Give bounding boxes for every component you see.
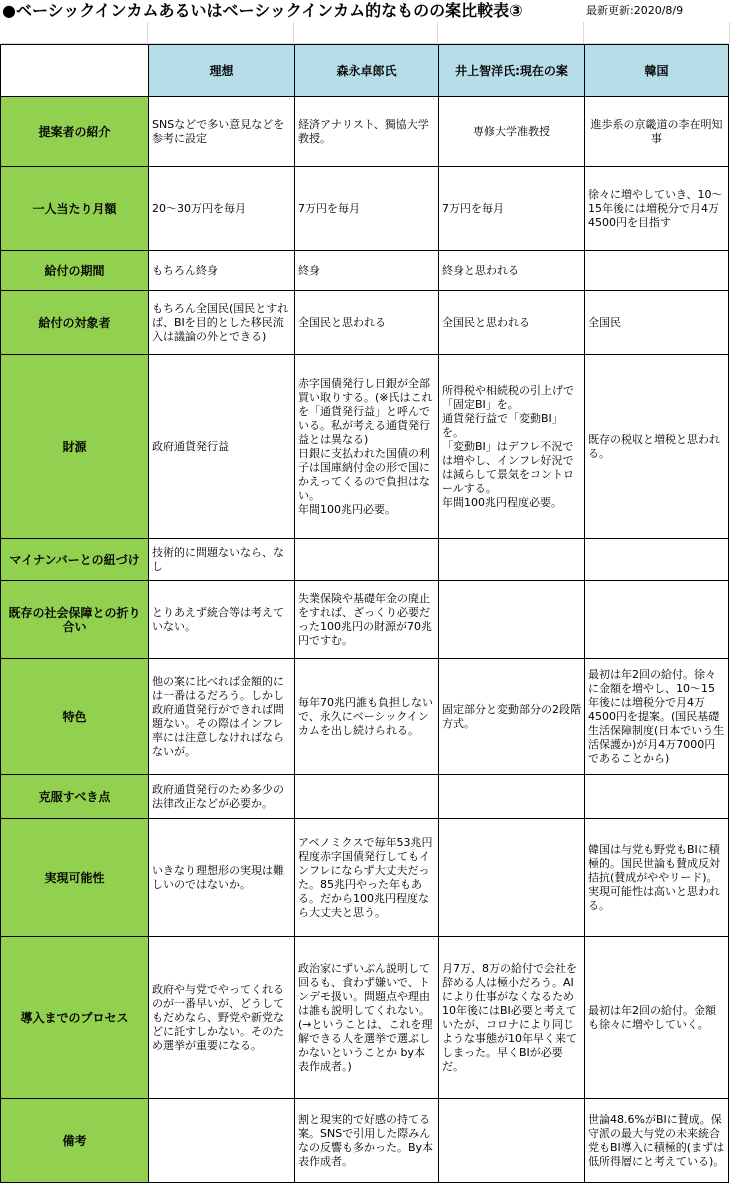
table-row: [1, 539, 729, 581]
table-row: [1, 167, 729, 251]
table-cell: 政府通貨発行益: [149, 355, 295, 539]
row-header: 実現可能性: [1, 819, 149, 937]
row-header: 導入までのプロセス: [1, 937, 149, 1099]
row-header: 提案者の紹介: [1, 97, 149, 167]
column-header: 韓国: [585, 45, 729, 97]
table-cell: 政府や与党でやってくれるのが一番早いが、どうしてもだめなら、野党や新党などに託すしかない。そのため選挙が重要になる。: [149, 937, 295, 1099]
table-row: [1, 291, 729, 355]
row-header: 財源: [1, 355, 149, 539]
table-row: [1, 1099, 729, 1183]
row-header: 給付の期間: [1, 251, 149, 291]
table-cell: [439, 775, 585, 819]
table-cell: [585, 775, 729, 819]
table-cell: 最初は年2回の給付。金額も徐々に増やしていく。: [585, 937, 729, 1099]
table-cell: もちろん終身: [149, 251, 295, 291]
corner-cell: [1, 45, 149, 97]
table-cell: もちろん全国民(国民とすれば、BIを目的とした移民流入は議論の外とできる): [149, 291, 295, 355]
table-cell: とりあえず統合等は考えていない。: [149, 581, 295, 659]
table-cell: 7万円を毎月: [295, 167, 439, 251]
table-cell: 割と現実的で好感の持てる案。SNSで引用した際みんなの反響も多かった。By本表作成者。: [295, 1099, 439, 1183]
row-header: マイナンバーとの紐づけ: [1, 539, 149, 581]
table-cell: 固定部分と変動部分の2段階方式。: [439, 659, 585, 775]
table-cell: 進歩系の京畿道の李在明知事: [585, 97, 729, 167]
row-header: 克服すべき点: [1, 775, 149, 819]
table-cell: 月7万、8万の給付で会社を辞める人は極小だろう。AIにより仕事がなくなるため10年後にはBI必要と考えていたが、コロナにより同じような事態が10年早く来てしまった。早くBIが必要だ。: [439, 937, 585, 1099]
table-row: [1, 659, 729, 775]
comparison-table: [0, 44, 729, 1183]
column-header: 井上智洋氏:現在の案: [439, 45, 585, 97]
table-cell: いきなり理想形の実現は難しいのではないか。: [149, 819, 295, 937]
last-updated: 最新更新:2020/8/9: [586, 4, 684, 17]
row-header: 特色: [1, 659, 149, 775]
row-header: 一人当たり月額: [1, 167, 149, 251]
column-header: 理想: [149, 45, 295, 97]
table-row: [1, 97, 729, 167]
table-cell: [585, 539, 729, 581]
table-cell: [439, 1099, 585, 1183]
table-cell: 赤字国債発行し日銀が全部買い取りする。(※氏はこれを「通貨発行益」と呼んでいる。私が考える通貨発行益とは異なる) 日銀に支払われた国債の利子は国庫納付金の形で国にかえってくるので負担はない。 年間100兆円必要。: [295, 355, 439, 539]
table-cell: 失業保険や基礎年金の廃止をすれば、ざっくり必要だった100兆円の財源が70兆円ですむ。: [295, 581, 439, 659]
table-cell: 経済アナリスト、獨協大学教授。: [295, 97, 439, 167]
table-cell: 他の案に比べれば金額的には一番はるだろう。しかし政府通貨発行ができれば問題ない。その際はインフレ率には注意しなければならないが。: [149, 659, 295, 775]
table-cell: 全国民と思われる: [439, 291, 585, 355]
table-cell: [295, 775, 439, 819]
table-cell: 徐々に増やしていき、10～15年後には増税分で月4万4500円を目指す: [585, 167, 729, 251]
table-cell: [439, 819, 585, 937]
table-cell: 専修大学准教授: [439, 97, 585, 167]
table-cell: 既存の税収と増税と思われる。: [585, 355, 729, 539]
table-row: [1, 355, 729, 539]
table-row: [1, 251, 729, 291]
table-cell: 7万円を毎月: [439, 167, 585, 251]
row-header: 既存の社会保障との折り合い: [1, 581, 149, 659]
table-cell: [585, 251, 729, 291]
row-header: 給付の対象者: [1, 291, 149, 355]
header-row: [1, 45, 729, 97]
table-cell: 全国民: [585, 291, 729, 355]
table-row: [1, 775, 729, 819]
table-cell: [149, 1099, 295, 1183]
table-cell: 政治家にずいぶん説明して回るも、食わず嫌いで、トンデモ扱い。問題点や理由は誰も説明してくれない。 (→ということは、これを理解できる人を選挙で選ぶしかないということか by本表作成者。): [295, 937, 439, 1099]
table-row: [1, 819, 729, 937]
table-cell: 最初は年2回の給付。徐々に金額を増やし、10～15年後には増税分で月4万4500円を提案。(国民基礎生活保障制度(日本でいう生活保護か)が月4万7000円であることから): [585, 659, 729, 775]
table-cell: SNSなどで多い意見などを参考に設定: [149, 97, 295, 167]
table-cell: 所得税や相続税の引上げで「固定BI」を。 通貨発行益で「変動BI」を。 「変動BI」はデフレ不況では増やし、インフレ好況では減らして景気をコントロールする。 年間100兆円程度必要。: [439, 355, 585, 539]
table-cell: アベノミクスで毎年53兆円程度赤字国債発行してもインフレにならず大丈夫だった。85兆円やった年もある。だから100兆円程度なら大丈夫と思う。: [295, 819, 439, 937]
blank-spreadsheet-row: [0, 22, 730, 44]
table-cell: 政府通貨発行のため多少の法律改正などが必要か。: [149, 775, 295, 819]
table-cell: 世論48.6%がBIに賛成。保守派の最大与党の未来統合党もBI導入に積極的(まずは低所得層にと考えている)。: [585, 1099, 729, 1183]
table-row: [1, 581, 729, 659]
table-cell: 毎年70兆円誰も負担しないで、永久にベーシックインカムを出し続けられる。: [295, 659, 439, 775]
table-cell: 終身: [295, 251, 439, 291]
table-cell: [295, 539, 439, 581]
table-cell: 韓国は与党も野党もBIに積極的。国民世論も賛成反対拮抗(賛成がややリード)。実現可能性は高いと思われる。: [585, 819, 729, 937]
table-cell: 20～30万円を毎月: [149, 167, 295, 251]
table-cell: [439, 539, 585, 581]
table-cell: [439, 581, 585, 659]
page-title: ●ベーシックインカムあるいはベーシックインカム的なものの案比較表③: [2, 1, 523, 20]
title-row: [0, 0, 730, 22]
column-header: 森永卓郎氏: [295, 45, 439, 97]
table-cell: 全国民と思われる: [295, 291, 439, 355]
table-cell: 終身と思われる: [439, 251, 585, 291]
table-cell: 技術的に問題ないなら、なし: [149, 539, 295, 581]
table-row: [1, 937, 729, 1099]
table-cell: [585, 581, 729, 659]
row-header: 備考: [1, 1099, 149, 1183]
